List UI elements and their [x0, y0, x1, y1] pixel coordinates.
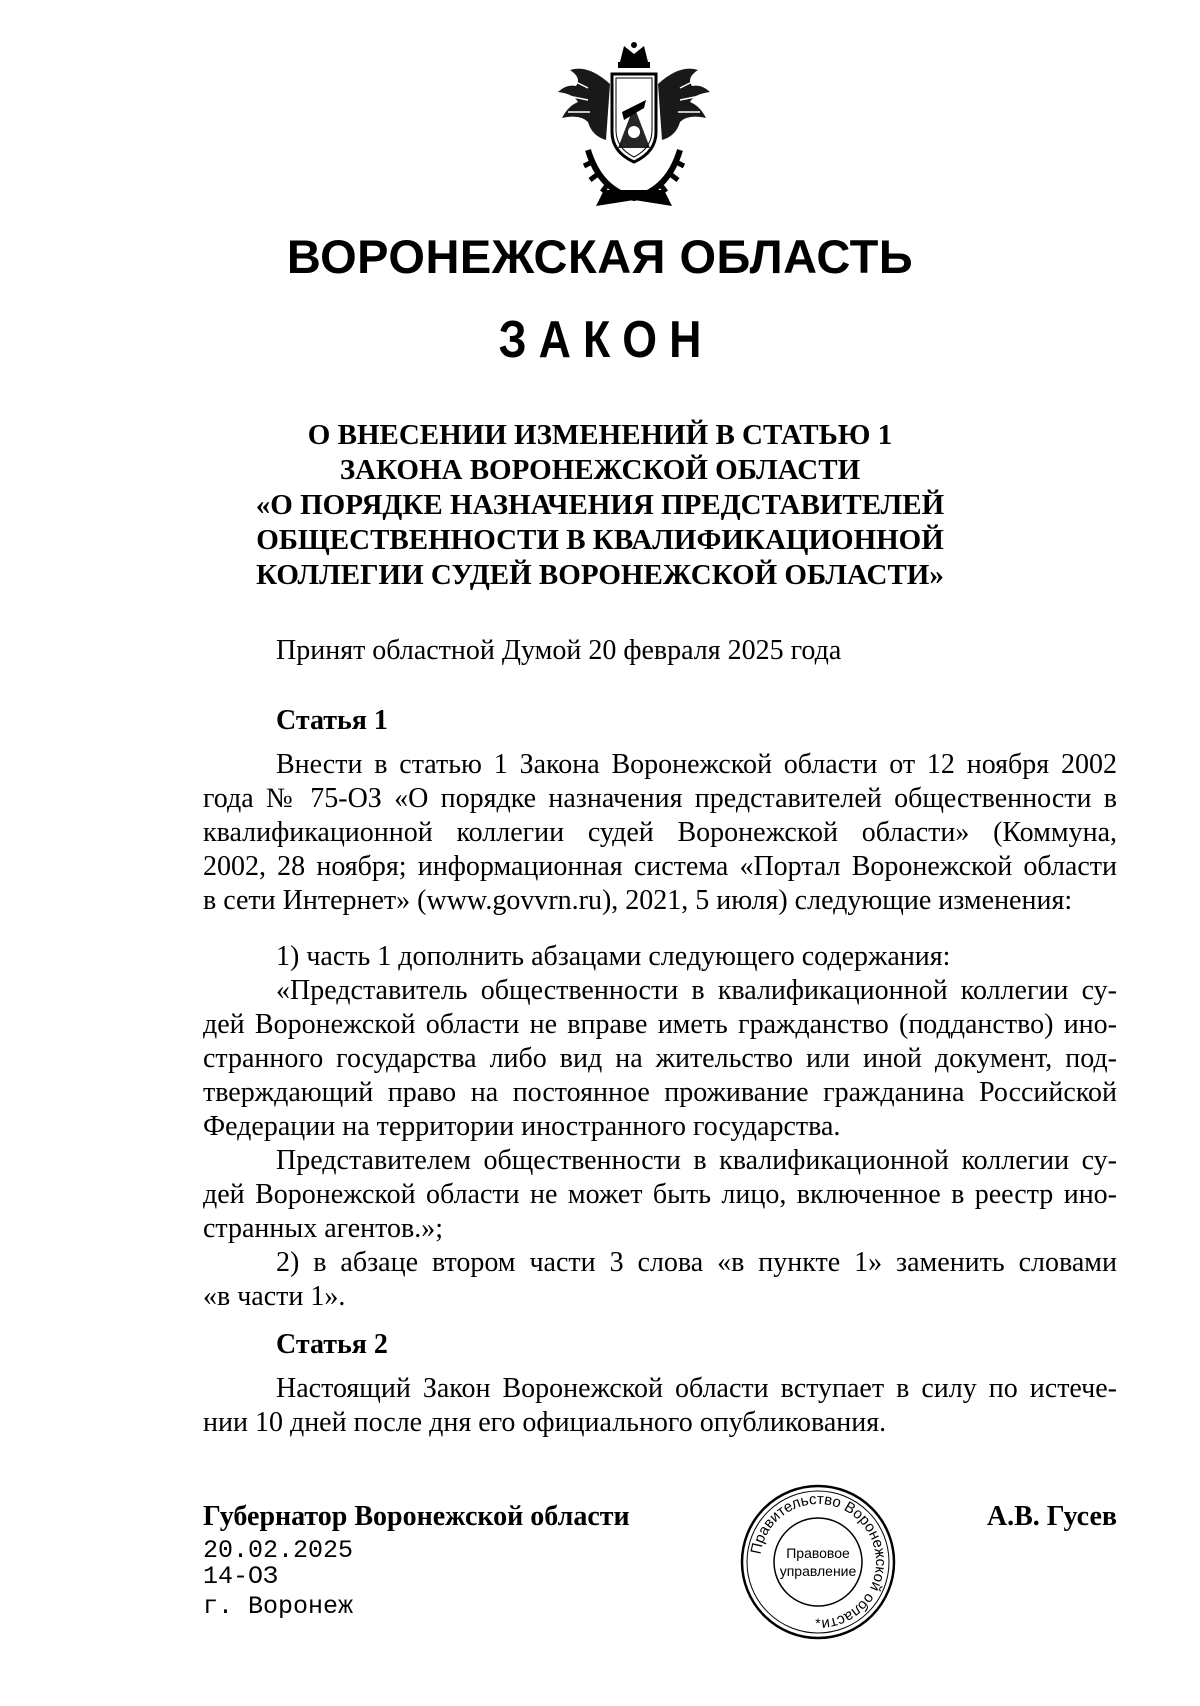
- text-line: 2) в абзаце втором части 3 слова «в пункте 1» заменить словами: [276, 1247, 1117, 1278]
- text-line: 1) часть 1 дополнить абзацами следующего содержания:: [276, 941, 951, 972]
- text-line: «Представитель общественности в квалификационной коллегии су-: [276, 975, 1117, 1006]
- law-title-line: ЗАКОНА ВОРОНЕЖСКОЙ ОБЛАСТИ: [339, 454, 861, 486]
- law-number: 14-ОЗ: [203, 1562, 279, 1591]
- text-line: Представителем общественности в квалификационной коллегии су-: [276, 1145, 1117, 1176]
- article-1-items: [203, 940, 1117, 1314]
- article-1-heading: Статья 1: [276, 705, 388, 736]
- text-line: Внести в статью 1 Закона Воронежской области от 12 ноября 2002: [276, 749, 1117, 780]
- governor-name: А.В. Гусев: [986, 1501, 1117, 1532]
- text-line: Настоящий Закон Воронежской области вступает в силу по истече-: [276, 1373, 1117, 1404]
- text-line: дей Воронежской области не может быть лицо, включенное в реестр ино-: [203, 1179, 1117, 1210]
- text-line: «в части 1».: [203, 1281, 346, 1312]
- text-line: в сети Интернет» (www.govvrn.ru), 2021, 5 июля) следующие изменения:: [203, 885, 1073, 916]
- signing-place: г. Воронеж: [203, 1592, 354, 1621]
- law-title-line: О ВНЕСЕНИИ ИЗМЕНЕНИЙ В СТАТЬЮ 1: [307, 419, 893, 451]
- adoption-note: Принят областной Думой 20 февраля 2025 года: [276, 635, 842, 666]
- text-line: тверждающий право на постоянное проживание гражданина Российской: [203, 1077, 1117, 1108]
- text-line: странных агентов.»;: [203, 1213, 444, 1244]
- legal-department-stamp: [738, 1482, 898, 1642]
- document-type: ЗАКОН: [498, 311, 714, 369]
- stamp-ring-text: Правительство Воронежской области: [747, 1490, 890, 1633]
- signing-date: 20.02.2025: [203, 1536, 354, 1565]
- text-line: нии 10 дней после дня его официального опубликования.: [203, 1407, 887, 1438]
- text-line: квалификационной коллегии судей Воронежской области» (Коммуна,: [203, 817, 1117, 848]
- coat-of-arms-icon: [548, 40, 720, 212]
- stamp-center-line1: Правовое: [786, 1545, 850, 1561]
- article-2-heading: Статья 2: [276, 1329, 388, 1360]
- text-line: странного государства либо вид на жительство или иной документ, под-: [203, 1043, 1117, 1074]
- region-title: ВОРОНЕЖСКАЯ ОБЛАСТЬ: [286, 230, 914, 283]
- law-title-line: КОЛЛЕГИИ СУДЕЙ ВОРОНЕЖСКОЙ ОБЛАСТИ»: [256, 559, 944, 591]
- text-line: года № 75-ОЗ «О порядке назначения представителей общественности в: [203, 783, 1117, 814]
- article-1-intro: [203, 748, 1117, 918]
- text-line: дей Воронежской области не вправе иметь гражданство (подданство) ино-: [203, 1009, 1117, 1040]
- text-line: Федерации на территории иностранного государства.: [203, 1111, 841, 1142]
- governor-title: Губернатор Воронежской области: [203, 1501, 630, 1532]
- law-title-line: «О ПОРЯДКЕ НАЗНАЧЕНИЯ ПРЕДСТАВИТЕЛЕЙ: [255, 489, 945, 521]
- article-2-text: [203, 1372, 1117, 1440]
- text-line: 2002, 28 ноября; информационная система «Портал Воронежской области: [203, 851, 1117, 882]
- law-title: [0, 418, 1200, 593]
- stamp-center-line2: управление: [779, 1563, 857, 1579]
- law-title-line: ОБЩЕСТВЕННОСТИ В КВАЛИФИКАЦИОННОЙ: [256, 524, 944, 556]
- stamp-star: *: [815, 1615, 821, 1631]
